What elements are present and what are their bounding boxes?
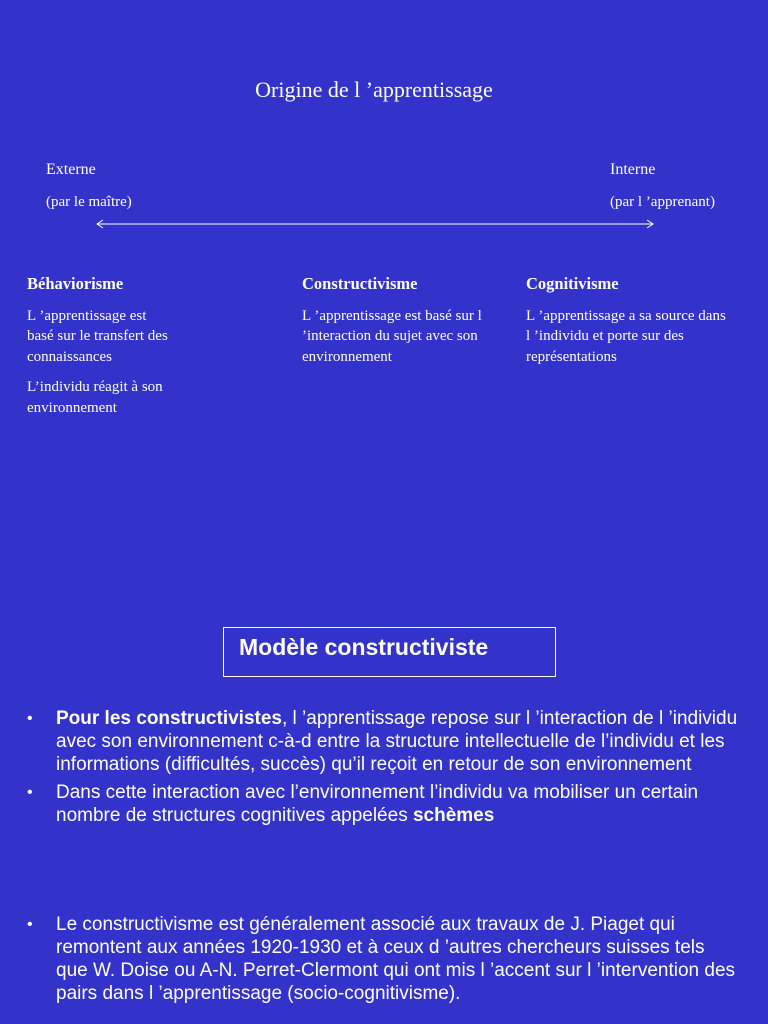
bullet-text: Le constructivisme est généralement associé aux travaux de J. Piaget qui remontent aux années 1920-1930 et à ceux d ’autres chercheurs suisses tels que W. Doise ou A-N. Perret-Clermont qui ont mis l ’accent sur l ’intervention des pairs dans l ’apprentissage (socio-cognitivisme). [56, 914, 736, 1004]
bullet-item [27, 707, 739, 776]
bullet-symbol: • [27, 710, 33, 727]
axis-left-label: Externe [46, 161, 96, 178]
bullet-list-secondary [27, 913, 739, 1010]
column-paragraph: L ’apprentissage a sa source dans l ’individu et porte sur des représentations [526, 307, 726, 365]
bullet-list [27, 707, 739, 832]
column-heading: Cognitivisme [526, 274, 619, 293]
bullet-symbol: • [27, 916, 33, 933]
column-paragraph: L ’apprentissage est basé sur le transfert des connaissances [27, 307, 168, 365]
bullet-text: Dans cette interaction avec l’environnement l’individu va mobiliser un certain nombre de structures cognitives appelées [56, 782, 699, 826]
column-cognitivism [526, 274, 766, 377]
column-constructivism [302, 274, 542, 377]
slide-title: Origine de l ’apprentissage [255, 77, 493, 102]
column-paragraph: L’individu réagit à son environnement [27, 379, 163, 416]
bullet-bold-text: schèmes [412, 805, 495, 826]
axis-left-sublabel: (par le maître) [46, 194, 132, 210]
model-title-box [223, 627, 556, 677]
bullet-bold-text: Pour les constructivistes [56, 708, 282, 729]
bullet-text: , l ’apprentissage repose sur l ’interaction de l ’individu avec son environnement c-à-d entre la structure intellectuelle de l’individu et les informations (difficultés, succès) qu’il reçoit en retour de son environnement [56, 708, 738, 775]
column-heading: Constructivisme [302, 274, 418, 293]
axis-right-sublabel: (par l ’apprenant) [610, 194, 715, 210]
column-behaviorism [27, 274, 267, 428]
bullet-item [27, 781, 739, 827]
bullet-item [27, 913, 739, 1005]
double-arrow-icon [95, 217, 655, 231]
model-title: Modèle constructiviste [239, 634, 489, 660]
column-paragraph: L ’apprentissage est basé sur l ’interaction du sujet avec son environnement [302, 307, 482, 365]
axis-right-label: Interne [610, 161, 656, 178]
bullet-symbol: • [27, 784, 33, 801]
column-heading: Béhaviorisme [27, 274, 124, 293]
